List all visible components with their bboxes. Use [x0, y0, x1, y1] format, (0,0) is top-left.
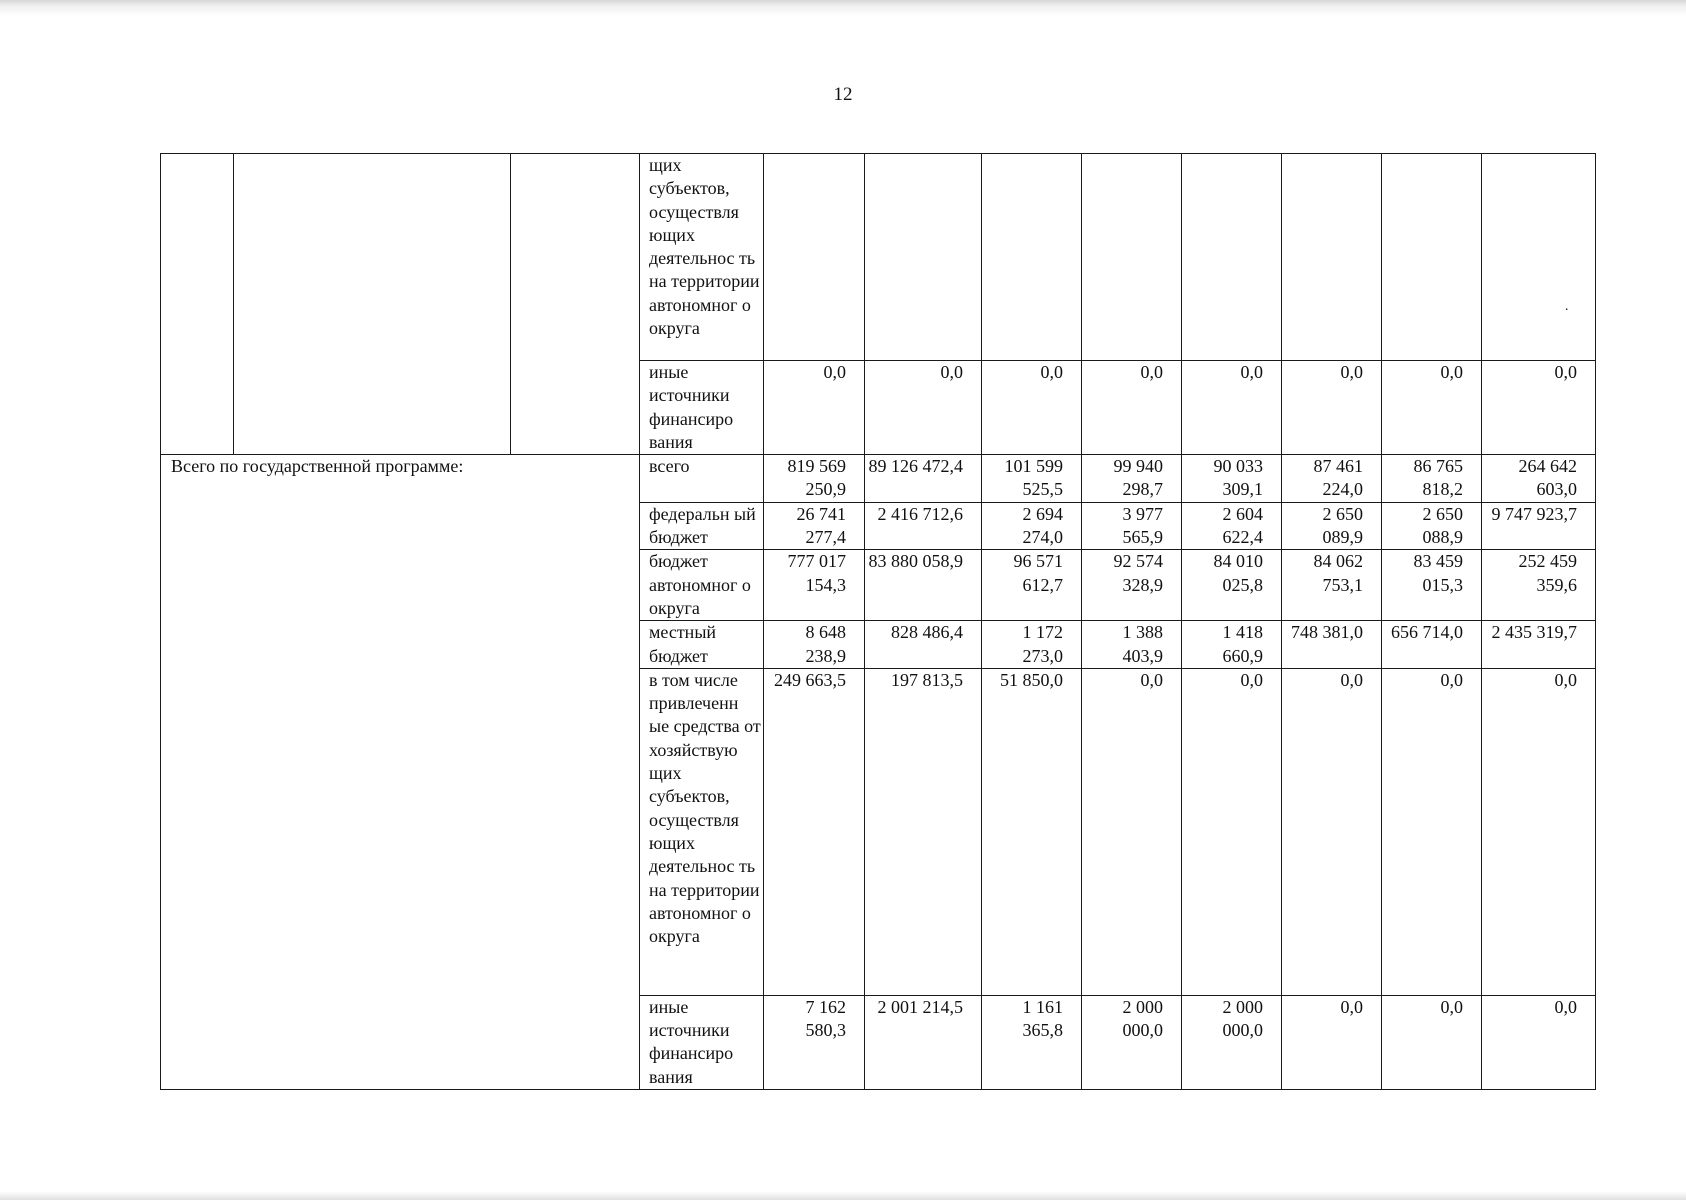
- value-cell: 1 418 660,9: [1182, 621, 1282, 669]
- value-cell: 9 747 923,7: [1482, 502, 1596, 550]
- value-cell: 656 714,0: [1382, 621, 1482, 669]
- value-cell: 0,0: [1082, 668, 1182, 995]
- scan-speck: ·: [1564, 303, 1569, 318]
- value-cell: 51 850,0: [982, 668, 1082, 995]
- value-cell: 0,0: [1382, 995, 1482, 1089]
- value-cell: 264 642 603,0: [1482, 455, 1596, 503]
- value-cell: [865, 154, 982, 361]
- scan-top-edge: [0, 0, 1686, 16]
- value-cell: 96 571 612,7: [982, 550, 1082, 621]
- source-label-cell: щих субъектов, осуществля ющих деятельнос ть на территории автономног о округа: [640, 154, 764, 361]
- value-cell: 252 459 359,6: [1482, 550, 1596, 621]
- empty-cell-number: [161, 154, 234, 455]
- value-cell: 1 388 403,9: [1082, 621, 1182, 669]
- value-cell: 7 162 580,3: [764, 995, 865, 1089]
- empty-cell-name: [234, 154, 511, 455]
- value-cell: [1382, 154, 1482, 361]
- financing-table: [160, 153, 1596, 1090]
- value-cell: 0,0: [1482, 668, 1596, 995]
- table-row: [161, 455, 1596, 503]
- value-cell: 8 648 238,9: [764, 621, 865, 669]
- value-cell: 2 604 622,4: [1182, 502, 1282, 550]
- value-cell: 3 977 565,9: [1082, 502, 1182, 550]
- value-cell: 26 741 277,4: [764, 502, 865, 550]
- scan-bottom-edge: [0, 1191, 1686, 1200]
- value-cell: 2 000 000,0: [1182, 995, 1282, 1089]
- value-cell: 0,0: [1082, 361, 1182, 455]
- source-label-cell: иные источники финансиро вания: [640, 361, 764, 455]
- value-cell: 828 486,4: [865, 621, 982, 669]
- value-cell: 87 461 224,0: [1282, 455, 1382, 503]
- value-cell: 0,0: [1382, 668, 1482, 995]
- value-cell: 249 663,5: [764, 668, 865, 995]
- value-cell: 0,0: [1182, 361, 1282, 455]
- source-label-cell: иные источники финансиро вания: [640, 995, 764, 1089]
- value-cell: 819 569 250,9: [764, 455, 865, 503]
- value-cell: 83 880 058,9: [865, 550, 982, 621]
- value-cell: 99 940 298,7: [1082, 455, 1182, 503]
- value-cell: 0,0: [1282, 995, 1382, 1089]
- value-cell: 197 813,5: [865, 668, 982, 995]
- value-cell: 0,0: [1482, 361, 1596, 455]
- value-cell: 1 161 365,8: [982, 995, 1082, 1089]
- value-cell: 1 172 273,0: [982, 621, 1082, 669]
- total-program-label: Всего по государственной программе:: [161, 455, 640, 1090]
- source-label-cell: бюджет автономног о округа: [640, 550, 764, 621]
- value-cell: 2 416 712,6: [865, 502, 982, 550]
- value-cell: 101 599 525,5: [982, 455, 1082, 503]
- value-cell: 748 381,0: [1282, 621, 1382, 669]
- value-cell: 0,0: [1382, 361, 1482, 455]
- value-cell: 84 062 753,1: [1282, 550, 1382, 621]
- source-label-cell: в том числе привлеченн ые средства от хозяйствую щих субъектов, осуществля ющих деятельнос ть на территории автономног о округа: [640, 668, 764, 995]
- value-cell: 0,0: [1482, 995, 1596, 1089]
- value-cell: 90 033 309,1: [1182, 455, 1282, 503]
- value-cell: 84 010 025,8: [1182, 550, 1282, 621]
- value-cell: 92 574 328,9: [1082, 550, 1182, 621]
- value-cell: 86 765 818,2: [1382, 455, 1482, 503]
- value-cell: 0,0: [1182, 668, 1282, 995]
- value-cell: [764, 154, 865, 361]
- value-cell: [982, 154, 1082, 361]
- value-cell: [1482, 154, 1596, 361]
- value-cell: 2 001 214,5: [865, 995, 982, 1089]
- value-cell: 0,0: [865, 361, 982, 455]
- value-cell: 0,0: [1282, 361, 1382, 455]
- value-cell: [1282, 154, 1382, 361]
- value-cell: 0,0: [982, 361, 1082, 455]
- value-cell: 0,0: [764, 361, 865, 455]
- page-number: 12: [833, 84, 853, 105]
- value-cell: [1182, 154, 1282, 361]
- value-cell: 2 650 089,9: [1282, 502, 1382, 550]
- value-cell: 2 435 319,7: [1482, 621, 1596, 669]
- source-label-cell: федеральн ый бюджет: [640, 502, 764, 550]
- value-cell: 0,0: [1282, 668, 1382, 995]
- value-cell: 2 650 088,9: [1382, 502, 1482, 550]
- table-row: [161, 154, 1596, 361]
- value-cell: 83 459 015,3: [1382, 550, 1482, 621]
- empty-cell-executor: [511, 154, 640, 455]
- value-cell: [1082, 154, 1182, 361]
- value-cell: 2 694 274,0: [982, 502, 1082, 550]
- value-cell: 2 000 000,0: [1082, 995, 1182, 1089]
- source-label-cell: всего: [640, 455, 764, 503]
- value-cell: 777 017 154,3: [764, 550, 865, 621]
- value-cell: 89 126 472,4: [865, 455, 982, 503]
- source-label-cell: местный бюджет: [640, 621, 764, 669]
